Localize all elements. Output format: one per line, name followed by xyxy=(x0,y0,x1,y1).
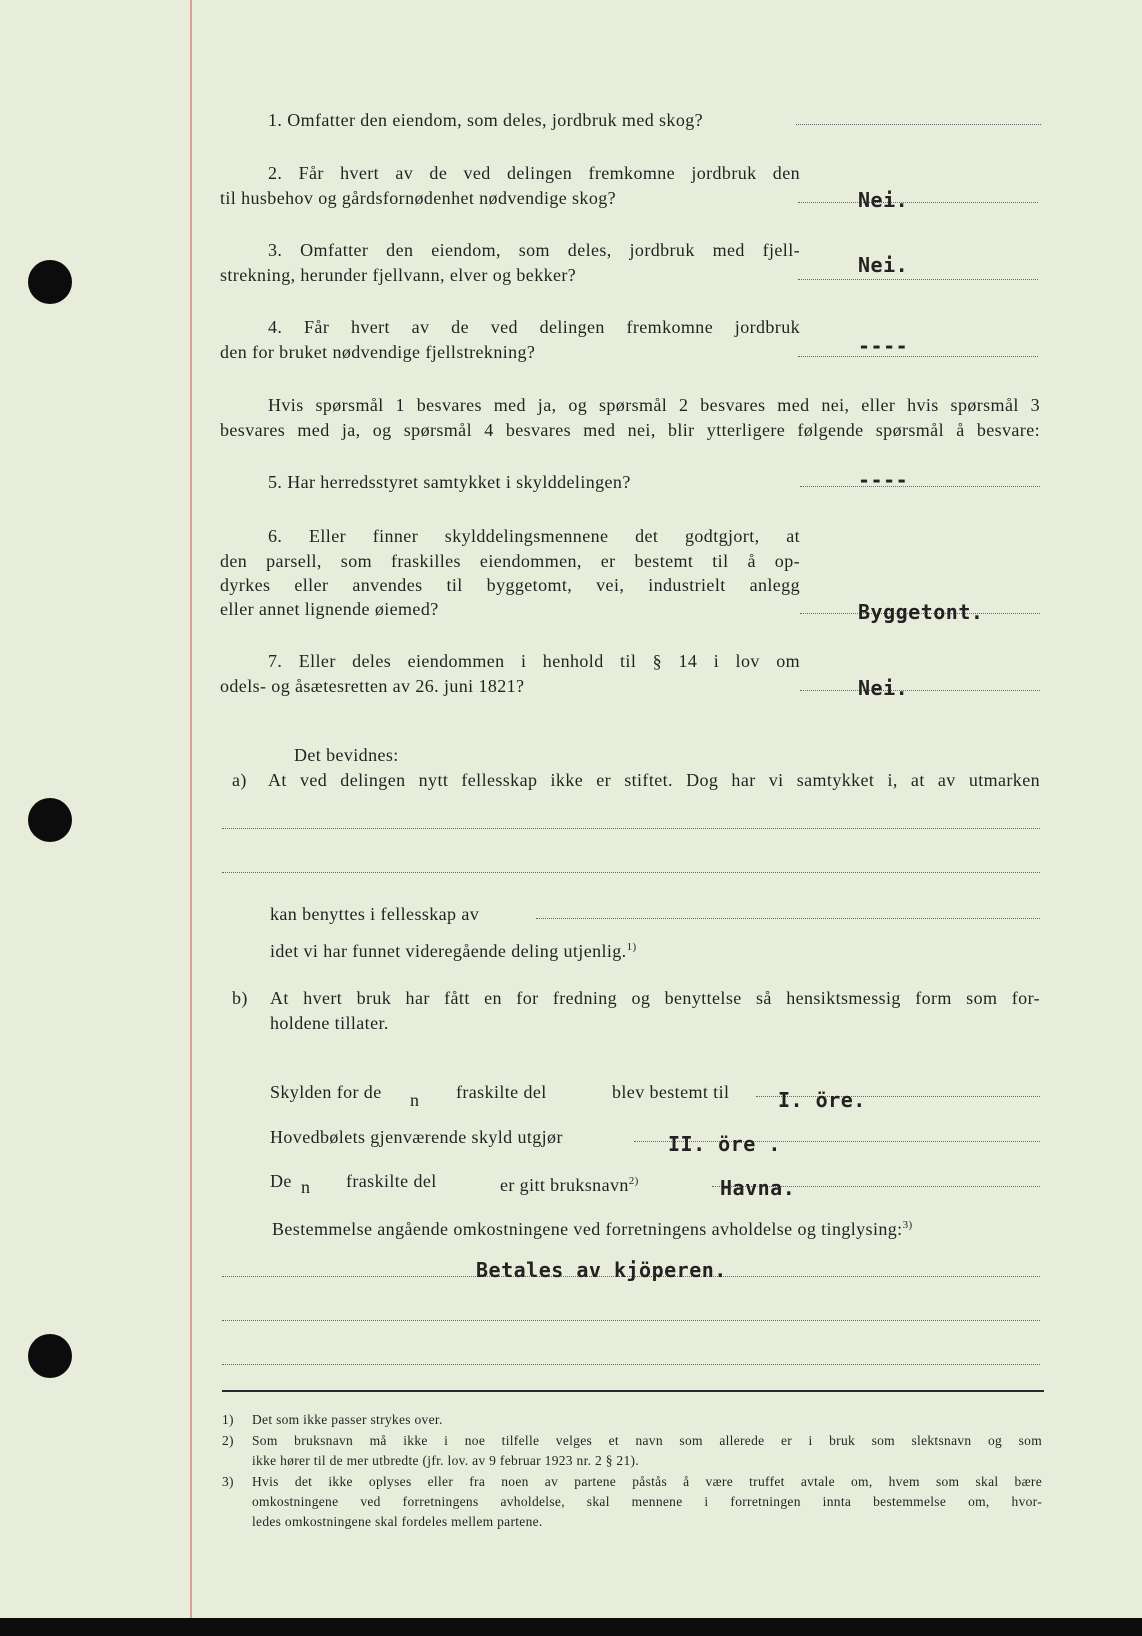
skyld-line4: Bestemmelse angående omkostningene ved forretningens avholdelse og tinglysing:$^{3)}$ xyxy=(272,1219,913,1239)
skyld-line4-answer: Betales av kjöperen. xyxy=(476,1258,727,1282)
skyld-line3-n: n xyxy=(301,1177,311,1197)
skyld-line2: Hovedbølets gjenværende skyld utgjør xyxy=(270,1127,563,1147)
answer-line-1 xyxy=(796,124,1041,125)
fill-line-a2 xyxy=(222,872,1040,873)
fill-line-c2 xyxy=(222,1364,1040,1365)
answer-line-2 xyxy=(798,202,1038,203)
answer-7: Nei. xyxy=(858,676,909,700)
margin-line xyxy=(190,0,192,1618)
footnote-1: Det som ikke passer strykes over. xyxy=(252,1412,443,1427)
attest-b-line2: holdene tillater. xyxy=(270,1013,389,1033)
skyld-line1-a: Skylden for de xyxy=(270,1082,382,1102)
footnote-3-line1: Hvis det ikke oplyses eller fra noen av partene påstås å være truffet avtale om, hvem som skal bære xyxy=(252,1474,1042,1489)
question-1: 1. Omfatter den eiendom, som deles, jordbruk med skog? xyxy=(268,110,704,130)
punch-hole-bottom xyxy=(28,1334,72,1378)
attest-a-line4: idet vi har funnet videregående deling utjenlig.$^{1)}$ xyxy=(270,941,637,961)
footnote-3-line2: omkostningene ved forretningens avholdelse, skal mennene i forretningen innta bestemmelse om, hvor- xyxy=(252,1494,1042,1509)
answer-2: Nei. xyxy=(858,188,909,212)
footnote-2-mark: 2) xyxy=(222,1433,234,1448)
footnote-rule xyxy=(222,1390,1044,1392)
skyld-line3-c: er gitt bruksnavn$^{2)}$ xyxy=(500,1175,639,1195)
question-7-line1: 7. Eller deles eiendommen i henhold til § 14 i lov om xyxy=(268,651,800,671)
skyld-line3-a: De xyxy=(270,1171,292,1191)
skyld-line1-c: blev bestemt til xyxy=(612,1082,730,1102)
answer-3: Nei. xyxy=(858,253,909,277)
question-7-line2: odels- og åsætesretten av 26. juni 1821? xyxy=(220,676,525,696)
intro-line2: besvares med ja, og spørsmål 4 besvares med nei, blir ytterligere følgende spørsmål å besvare: xyxy=(220,420,1040,440)
attest-b-label: b) xyxy=(232,988,248,1008)
skyld-line1-b: fraskilte del xyxy=(456,1082,547,1102)
question-6-line2: den parsell, som fraskilles eiendommen, er bestemt til å op- xyxy=(220,551,800,571)
attest-a-label: a) xyxy=(232,770,247,790)
fill-line-c1 xyxy=(222,1320,1040,1321)
attest-a-line3: kan benyttes i fellesskap av xyxy=(270,904,480,924)
attest-b-line1: At hvert bruk har fått en for fredning og benyttelse så hensiktsmessig form som for- xyxy=(270,988,1040,1008)
question-2-line2: til husbehov og gårdsfornødenhet nødvendige skog? xyxy=(220,188,617,208)
skyld-line3-b: fraskilte del xyxy=(346,1171,437,1191)
footnote-3-line3: ledes omkostningene skal fordeles mellem partene. xyxy=(252,1514,543,1529)
intro-line1: Hvis spørsmål 1 besvares med ja, og spørsmål 2 besvares med nei, eller hvis spørsmål 3 xyxy=(268,395,1040,415)
skyld-line1-answer: I. öre. xyxy=(778,1088,866,1112)
question-3-line2: strekning, herunder fjellvann, elver og bekker? xyxy=(220,265,577,285)
answer-line-3 xyxy=(798,279,1038,280)
punch-hole-top xyxy=(28,260,72,304)
skyld-line1-n: n xyxy=(410,1090,420,1110)
attest-a-text: At ved delingen nytt fellesskap ikke er stiftet. Dog har vi samtykket i, at av utmarken xyxy=(268,770,1040,790)
scan-bottom-edge xyxy=(0,1618,1142,1636)
question-6-line4: eller annet lignende øiemed? xyxy=(220,599,439,619)
question-6-line1: 6. Eller finner skylddelingsmennene det godtgjort, at xyxy=(268,526,800,546)
footnote-3-mark: 3) xyxy=(222,1474,234,1489)
skyld-line2-answer: II. öre . xyxy=(668,1132,781,1156)
answer-line-7 xyxy=(800,690,1040,691)
answer-4: ---- xyxy=(858,334,909,358)
question-4-line1: 4. Får hvert av de ved delingen fremkomne jordbruk xyxy=(268,317,800,337)
skyld-line3-answer: Havna. xyxy=(720,1176,796,1200)
fill-line-a1 xyxy=(222,828,1040,829)
answer-6: Byggetont. xyxy=(858,600,984,624)
fill-line-a3 xyxy=(536,918,1040,919)
footnote-2-line1: Som bruksnavn må ikke i noe tilfelle velges et navn som allerede er i bruk som slektsnavn og som xyxy=(252,1433,1042,1448)
footnote-2-line2: ikke hører til de mer utbredte (jfr. lov. av 9 februar 1923 nr. 2 § 21). xyxy=(252,1453,639,1468)
answer-5: ---- xyxy=(858,468,909,492)
answer-line-4 xyxy=(798,356,1038,357)
question-4-line2: den for bruket nødvendige fjellstrekning? xyxy=(220,342,536,362)
question-2-line1: 2. Får hvert av de ved delingen fremkomne jordbruk den xyxy=(268,163,800,183)
question-6-line3: dyrkes eller anvendes til byggetomt, vei, industrielt anlegg xyxy=(220,575,800,595)
attest-heading: Det bevidnes: xyxy=(294,745,399,765)
answer-line-5 xyxy=(800,486,1040,487)
question-3-line1: 3. Omfatter den eiendom, som deles, jordbruk med fjell- xyxy=(268,240,800,260)
question-5: 5. Har herredsstyret samtykket i skylddelingen? xyxy=(268,472,631,492)
punch-hole-middle xyxy=(28,798,72,842)
footnote-1-mark: 1) xyxy=(222,1412,234,1427)
